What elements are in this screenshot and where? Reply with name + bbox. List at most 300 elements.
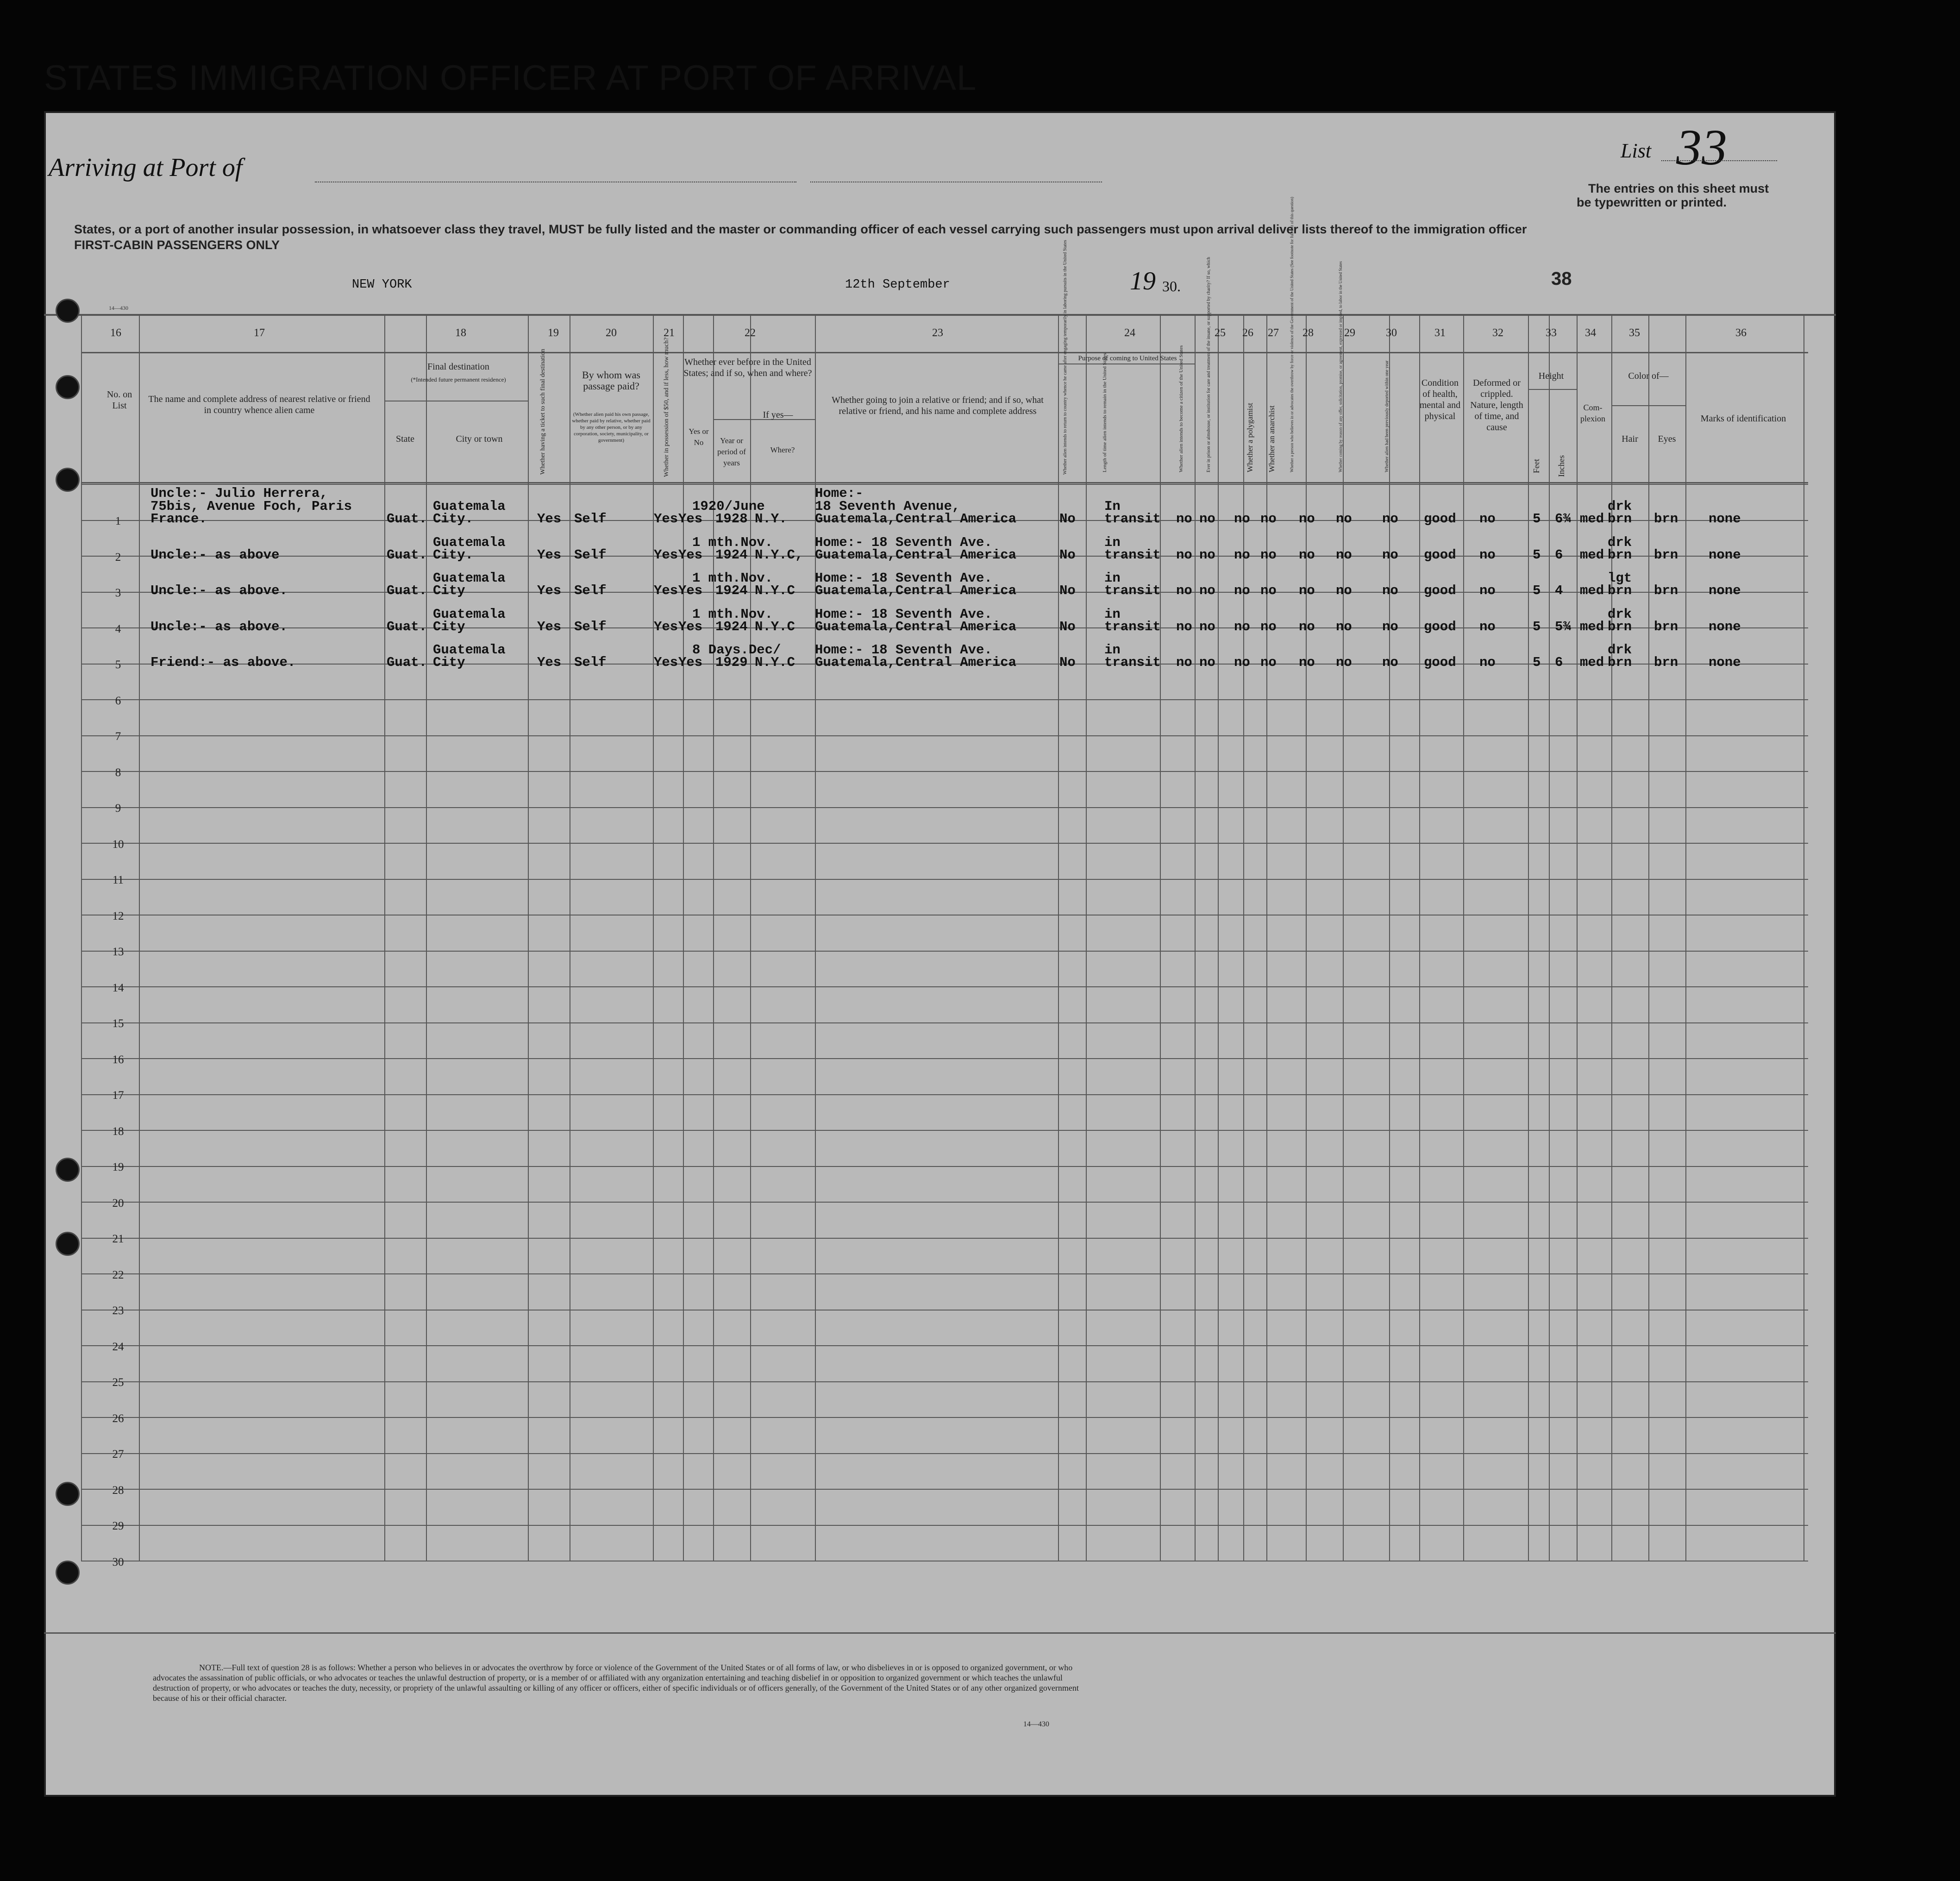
grid-line (426, 314, 427, 1561)
cell-cit: no (1176, 619, 1192, 634)
row-number: 2 (115, 551, 121, 564)
cell-len2: transit (1104, 511, 1161, 527)
cell-dep: no (1382, 547, 1398, 563)
cell-city1: Guatemala (433, 642, 506, 658)
cell-inches: 4 (1555, 583, 1563, 598)
cell-ticket: Yes (537, 619, 562, 634)
header-polygamist: Whether a polygamist (1246, 402, 1254, 472)
cell-rel3: Uncle:- as above. (150, 583, 288, 598)
row-number: 15 (112, 1017, 124, 1030)
cell-yr2: 1924 (715, 547, 748, 563)
cell-dep: no (1382, 655, 1398, 670)
binder-hole (56, 299, 80, 323)
row-number: 16 (112, 1053, 124, 1066)
row-number: 5 (115, 658, 121, 671)
cell-over: no (1299, 583, 1315, 598)
grid-line (1160, 314, 1161, 1561)
binder-hole (56, 1482, 80, 1506)
cell-poly: no (1234, 511, 1250, 527)
col-num: 32 (1492, 327, 1503, 339)
cell-hair2: brn (1608, 583, 1632, 598)
grid-line (139, 314, 140, 1561)
cell-yr1: 1920/June (692, 499, 765, 514)
cell-len2: transit (1104, 583, 1161, 598)
cell-yr1: 8 Days.Dec/ (692, 642, 781, 658)
list-number: 33 (1676, 119, 1727, 176)
header-if-yes: If yes— (763, 410, 793, 420)
col-num: 29 (1344, 327, 1355, 339)
cell-health: good (1424, 655, 1456, 670)
cell-join3: Guatemala,Central America (815, 583, 1017, 598)
header-yes-no: Yes or No (689, 427, 709, 447)
grid-line (1463, 314, 1464, 1561)
cell-fifty: Yes (654, 619, 678, 634)
cell-fifty: Yes (654, 583, 678, 598)
cell-poly: no (1234, 655, 1250, 670)
cell-where: N.Y.C, (755, 547, 803, 563)
grid-line (528, 314, 529, 1561)
cell-offer: no (1336, 547, 1352, 563)
cell-feet: 5 (1533, 583, 1541, 598)
cell-ever: Yes (678, 511, 703, 527)
row-number: 19 (112, 1161, 124, 1173)
cell-dep: no (1382, 511, 1398, 527)
grid-line (1086, 314, 1087, 1561)
cell-city2: City (433, 655, 465, 670)
cell-feet: 5 (1533, 619, 1541, 634)
cell-anar: no (1260, 655, 1277, 670)
cell-marks: none (1709, 619, 1741, 634)
header-instructions: States, or a port of another insular possession, in whatsoever class they travel, MUST be fully listed and the master or commanding officer of each vessel carrying such passengers must upon arrival deliver lists thereof to the immigration officer (74, 222, 1527, 236)
year-prefix: 19 (1130, 267, 1156, 295)
cell-prison: no (1199, 547, 1215, 563)
binder-hole (56, 468, 80, 492)
cell-len1: in (1104, 642, 1121, 658)
cell-offer: no (1336, 619, 1352, 634)
header-join: Whether going to join a relative or friend; and if so, what relative or friend, and his name and complete address (832, 395, 1044, 416)
row-number: 9 (115, 802, 121, 815)
col-num: 18 (455, 327, 466, 339)
cell-deformed: no (1479, 583, 1496, 598)
row-number: 18 (112, 1125, 124, 1138)
cell-join3: Guatemala,Central America (815, 511, 1017, 527)
cell-city2: City. (433, 511, 474, 527)
cell-poly: no (1234, 619, 1250, 634)
cell-offer: no (1336, 655, 1352, 670)
row-number: 10 (112, 838, 124, 851)
cell-ever: Yes (678, 619, 703, 634)
cell-paid: Self (574, 583, 607, 598)
row-number: 1 (115, 515, 121, 527)
grid-line (1343, 314, 1344, 1561)
cell-len1: in (1104, 606, 1121, 622)
cell-health: good (1424, 547, 1456, 563)
binder-hole (56, 1561, 80, 1585)
cell-state: Guat. (387, 655, 427, 670)
list-label: List (1621, 139, 1652, 162)
header-prison: Ever in prison or almshouse, or institution for care and treatment of the insane, or supported by charity? If so, which (1206, 257, 1211, 472)
cell-join3: Guatemala,Central America (815, 619, 1017, 634)
header-overthrow: Whether a person who believes in or advocates the overthrow by force or violence of the Government of the United States (See footnote for full text of this question) (1290, 197, 1294, 472)
grid-line (1058, 314, 1059, 1561)
cell-yr2: 1924 (715, 583, 748, 598)
cell-eyes: brn (1654, 547, 1678, 563)
cell-join3: Guatemala,Central America (815, 547, 1017, 563)
header-passage: By whom was passage paid? (582, 369, 640, 392)
cell-ticket: Yes (537, 547, 562, 563)
cell-len2: transit (1104, 547, 1161, 563)
grid-line (1648, 314, 1649, 1561)
cell-rel3: Friend:- as above. (150, 655, 296, 670)
cell-over: no (1299, 511, 1315, 527)
header-fifty: Whether in possession of $50, and if less, how much? (663, 337, 670, 477)
cell-feet: 5 (1533, 511, 1541, 527)
col-num: 23 (932, 327, 943, 339)
cell-comp: med (1580, 619, 1604, 634)
cell-eyes: brn (1654, 619, 1678, 634)
cell-fifty: Yes (654, 547, 678, 563)
cell-prison: no (1199, 511, 1215, 527)
cell-paid: Self (574, 655, 607, 670)
header-health: Condition of health, mental and physical (1419, 378, 1461, 421)
header-final-destination-note: (*Intended future permanent residence) (411, 376, 506, 383)
col-num: 33 (1546, 327, 1557, 339)
row-number: 17 (112, 1089, 124, 1102)
header-purpose: Purpose of coming to United States (1078, 355, 1177, 362)
row-number: 28 (112, 1484, 124, 1497)
row-number: 30 (112, 1555, 124, 1568)
grid-line (81, 314, 82, 1561)
cell-city2: City (433, 619, 465, 634)
cell-join3: Guatemala,Central America (815, 655, 1017, 670)
cell-health: good (1424, 583, 1456, 598)
row-number: 3 (115, 587, 121, 599)
cell-city1: Guatemala (433, 606, 506, 622)
header-purpose-citizen: Whether alien intends to become a citizen of the United States (1178, 345, 1184, 472)
cell-comp: med (1580, 547, 1604, 563)
row-number: 4 (115, 622, 121, 635)
cell-yr1: 1 mth.Nov. (692, 534, 773, 550)
arriving-label: Arriving at Port of (49, 153, 243, 182)
row-number: 8 (115, 766, 121, 779)
cell-rel1: Uncle:- Julio Herrera, (150, 486, 328, 501)
cell-anar: no (1260, 511, 1277, 527)
page-title: STATES IMMIGRATION OFFICER AT PORT OF ARRIVAL (44, 58, 977, 98)
sheet-number: 38 (1551, 269, 1572, 289)
cell-hair1: drk (1608, 606, 1632, 622)
list-underline (1661, 160, 1777, 161)
cell-offer: no (1336, 511, 1352, 527)
cell-deformed: no (1479, 655, 1496, 670)
cell-fifty: Yes (654, 655, 678, 670)
row-number: 24 (112, 1340, 124, 1353)
cell-where: N.Y. (755, 511, 787, 527)
header-complexion: Com- plexion (1580, 403, 1605, 423)
cell-anar: no (1260, 583, 1277, 598)
row-number: 23 (112, 1304, 124, 1317)
grid-line (653, 314, 654, 1561)
cell-len1: in (1104, 534, 1121, 550)
cell-hair2: brn (1608, 511, 1632, 527)
grid-line (44, 314, 1836, 316)
cell-paid: Self (574, 547, 607, 563)
cell-yr1: 1 mth.Nov. (692, 606, 773, 622)
cell-hair1: drk (1608, 534, 1632, 550)
header-hair: Hair (1622, 434, 1638, 444)
cell-where: N.Y.C (755, 619, 795, 634)
cell-hair1: drk (1608, 642, 1632, 658)
footnote-code: 14—430 (1023, 1720, 1049, 1728)
cell-anar: no (1260, 619, 1277, 634)
cell-hair2: brn (1608, 655, 1632, 670)
cell-yr2: 1929 (715, 655, 748, 670)
row-number: 25 (112, 1376, 124, 1389)
cell-deformed: no (1479, 619, 1496, 634)
header-height: Height (1538, 371, 1564, 381)
col-num: 30 (1386, 327, 1397, 339)
cell-over: no (1299, 655, 1315, 670)
grid-line (1419, 314, 1420, 1561)
grid-line (1611, 405, 1685, 406)
cell-city1: Guatemala (433, 534, 506, 550)
row-number: 26 (112, 1412, 124, 1425)
header-color-of: Color of— (1628, 371, 1669, 381)
cell-len2: transit (1104, 655, 1161, 670)
cell-comp: med (1580, 511, 1604, 527)
cell-state: Guat. (387, 547, 427, 563)
grid-line (1685, 314, 1686, 1561)
cell-marks: none (1709, 511, 1741, 527)
grid-line (683, 314, 684, 1561)
cell-cit: no (1176, 583, 1192, 598)
grid-line (1266, 314, 1267, 1561)
footnote: NOTE.—Full text of question 28 is as follows: Whether a person who believes in or advocates the overthrow by force or violence of the Government of the United States or of all forms of law, or who disbelieves in or is opposed to organized government, or who advocates the assassination of public officials, or who advocates or teaches the unlawful destruction of property, or is a member of or affiliated with any organization entertaining and teaching disbelief in or opposition to organized government or which teaches the unlawful destruction of property, or who advocates or teaches the duty, necessity, or propriety of the unlawful assaulting or killing of any officer or officers, either of specific individuals or of officers generally, of the Government of the United States or of any other organized government because of his or their official character. (153, 1663, 1079, 1703)
cell-prison: no (1199, 619, 1215, 634)
cell-over: no (1299, 619, 1315, 634)
cell-prison: no (1199, 655, 1215, 670)
cell-where: N.Y.C (755, 655, 795, 670)
grid-line (1243, 314, 1244, 1561)
cell-ever: Yes (678, 547, 703, 563)
cell-len1: In (1104, 499, 1121, 514)
binder-hole (56, 1232, 80, 1256)
cell-inches: 5¾ (1555, 619, 1571, 634)
cell-deformed: no (1479, 511, 1496, 527)
cell-ret: No (1059, 511, 1076, 527)
cell-eyes: brn (1654, 583, 1678, 598)
header-purpose-return: Whether alien intends to return to country whence he came after engaging temporarily in laboring pursuits in the United States (1063, 240, 1068, 475)
header-where: Where? (770, 445, 795, 454)
header-state: State (396, 434, 414, 444)
cell-inches: 6 (1555, 547, 1563, 563)
row-number: 13 (112, 946, 124, 958)
cell-state: Guat. (387, 511, 427, 527)
cell-marks: none (1709, 547, 1741, 563)
col-num: 34 (1585, 327, 1596, 339)
header-inches: Inches (1557, 455, 1566, 477)
cell-state: Guat. (387, 619, 427, 634)
grid-line (1528, 389, 1577, 390)
header-deformed: Deformed or crippled. Nature, length of time, and cause (1470, 378, 1523, 433)
col-num: 21 (664, 327, 675, 339)
cell-cit: no (1176, 655, 1192, 670)
cell-dep: no (1382, 583, 1398, 598)
cell-fifty: Yes (654, 511, 678, 527)
cell-ticket: Yes (537, 583, 562, 598)
grid-line (1389, 314, 1390, 1561)
cell-join2: Home:- 18 Seventh Ave. (815, 606, 992, 622)
row-number: 20 (112, 1197, 124, 1210)
header-deported: Whether alien had been previously deported within one year (1384, 360, 1390, 472)
form-code: 14—430 (109, 305, 128, 311)
cell-rel3: France. (150, 511, 207, 527)
port-value: NEW YORK (352, 278, 412, 292)
cell-ever: Yes (678, 655, 703, 670)
cell-ticket: Yes (537, 511, 562, 527)
cell-paid: Self (574, 619, 607, 634)
cell-paid: Self (574, 511, 607, 527)
cell-comp: med (1580, 583, 1604, 598)
row-number: 27 (112, 1448, 124, 1461)
grid-line (384, 314, 385, 1561)
cell-health: good (1424, 511, 1456, 527)
header-purpose-length: Length of time alien intends to remain in the United States (1102, 353, 1108, 472)
col-num: 22 (745, 327, 756, 339)
cell-yr1: 1 mth.Nov. (692, 571, 773, 586)
header-marks: Marks of identification (1700, 414, 1786, 424)
cell-join2: Home:- 18 Seventh Ave. (815, 642, 992, 658)
entries-note-1: The entries on this sheet must (1588, 182, 1769, 195)
cell-deformed: no (1479, 547, 1496, 563)
header-eyes: Eyes (1658, 434, 1676, 444)
binder-hole (56, 1158, 80, 1182)
header-class-note: FIRST-CABIN PASSENGERS ONLY (74, 238, 280, 252)
row-number: 12 (112, 909, 124, 922)
cell-cit: no (1176, 547, 1192, 563)
cell-city2: City. (433, 547, 474, 563)
col-num: 27 (1268, 327, 1279, 339)
cell-len2: transit (1104, 619, 1161, 634)
cell-ret: No (1059, 583, 1076, 598)
cell-city1: Guatemala (433, 499, 506, 514)
cell-join2: Home:- 18 Seventh Ave. (815, 571, 992, 586)
col-num: 16 (110, 327, 121, 339)
col-num: 36 (1735, 327, 1747, 339)
cell-marks: none (1709, 655, 1741, 670)
col-num: 19 (548, 327, 559, 339)
cell-eyes: brn (1654, 655, 1678, 670)
header-no-on-list: No. on List (106, 389, 132, 411)
cell-where: N.Y.C (755, 583, 795, 598)
row-number: 7 (115, 730, 121, 743)
grid-line (1577, 314, 1578, 1561)
cell-rel3: Uncle:- as above (150, 547, 280, 563)
header-ticket: Whether having a ticket to such final destination (539, 349, 546, 475)
grid-line (1195, 314, 1196, 1561)
cell-hair2: brn (1608, 619, 1632, 634)
row-number: 6 (115, 694, 121, 707)
grid-line (1306, 314, 1307, 1561)
cell-inches: 6¾ (1555, 511, 1571, 527)
cell-ret: No (1059, 619, 1076, 634)
cell-city2: City (433, 583, 465, 598)
cell-join1: Home:- (815, 486, 864, 501)
cell-comp: med (1580, 655, 1604, 670)
cell-eyes: brn (1654, 511, 1678, 527)
col-num: 31 (1434, 327, 1446, 339)
col-num: 35 (1629, 327, 1640, 339)
grid-line (44, 1632, 1836, 1634)
cell-ever: Yes (678, 583, 703, 598)
manifest-sheet (44, 111, 1836, 1797)
cell-health: good (1424, 619, 1456, 634)
cell-ret: No (1059, 547, 1076, 563)
binder-hole (56, 375, 80, 399)
cell-state: Guat. (387, 583, 427, 598)
date-value: 12th September (845, 278, 950, 292)
header-city: City or town (456, 434, 503, 444)
cell-over: no (1299, 547, 1315, 563)
cell-ret: No (1059, 655, 1076, 670)
cell-dep: no (1382, 619, 1398, 634)
cell-marks: none (1709, 583, 1741, 598)
cell-hair1: lgt (1608, 571, 1632, 586)
grid-line (1528, 314, 1529, 1561)
cell-rel3: Uncle:- as above. (150, 619, 288, 634)
row-number: 21 (112, 1233, 124, 1245)
col-num: 24 (1124, 327, 1135, 339)
entries-note-2: be typewritten or printed. (1577, 195, 1727, 209)
header-anarchist: Whether an anarchist (1267, 405, 1276, 472)
cell-anar: no (1260, 547, 1277, 563)
cell-yr2: 1928 (715, 511, 748, 527)
header-year-period: Year or period of years (717, 436, 746, 467)
cell-poly: no (1234, 547, 1250, 563)
header-offer: Whether coming by reason of any offer, solicitation, promise, or agreement, expressed or implied, to labor in the United States (1338, 261, 1343, 472)
cell-cit: no (1176, 511, 1192, 527)
col-num: 28 (1302, 327, 1314, 339)
cell-poly: no (1234, 583, 1250, 598)
grid-line (1218, 314, 1219, 1561)
grid-line (1803, 314, 1804, 1561)
cell-hair1: drk (1608, 499, 1632, 514)
row-number: 29 (112, 1520, 124, 1532)
header-ever-before: Whether ever before in the United States; and if so, when and where? (683, 357, 812, 378)
year-suffix: 30. (1162, 278, 1181, 295)
cell-city1: Guatemala (433, 571, 506, 586)
cell-feet: 5 (1533, 655, 1541, 670)
col-num: 26 (1242, 327, 1253, 339)
cell-len1: in (1104, 571, 1121, 586)
cell-hair2: brn (1608, 547, 1632, 563)
cell-offer: no (1336, 583, 1352, 598)
header-feet: Feet (1532, 459, 1541, 473)
cell-yr2: 1924 (715, 619, 748, 634)
col-num: 20 (606, 327, 617, 339)
header-final-destination: Final destination (427, 362, 489, 372)
grid-line (1549, 314, 1550, 1561)
col-num: 17 (254, 327, 265, 339)
col-num: 25 (1215, 327, 1226, 339)
row-number: 22 (112, 1268, 124, 1281)
cell-inches: 6 (1555, 655, 1563, 670)
header-passage-note: (Whether alien paid his own passage, whether paid by relative, whether paid by any other person, or by any corporation, society, municipality, or government) (572, 412, 651, 443)
cell-ticket: Yes (537, 655, 562, 670)
cell-join2: 18 Seventh Avenue, (815, 499, 960, 514)
cell-feet: 5 (1533, 547, 1541, 563)
row-number: 11 (112, 874, 124, 886)
row-number: 14 (112, 981, 124, 994)
